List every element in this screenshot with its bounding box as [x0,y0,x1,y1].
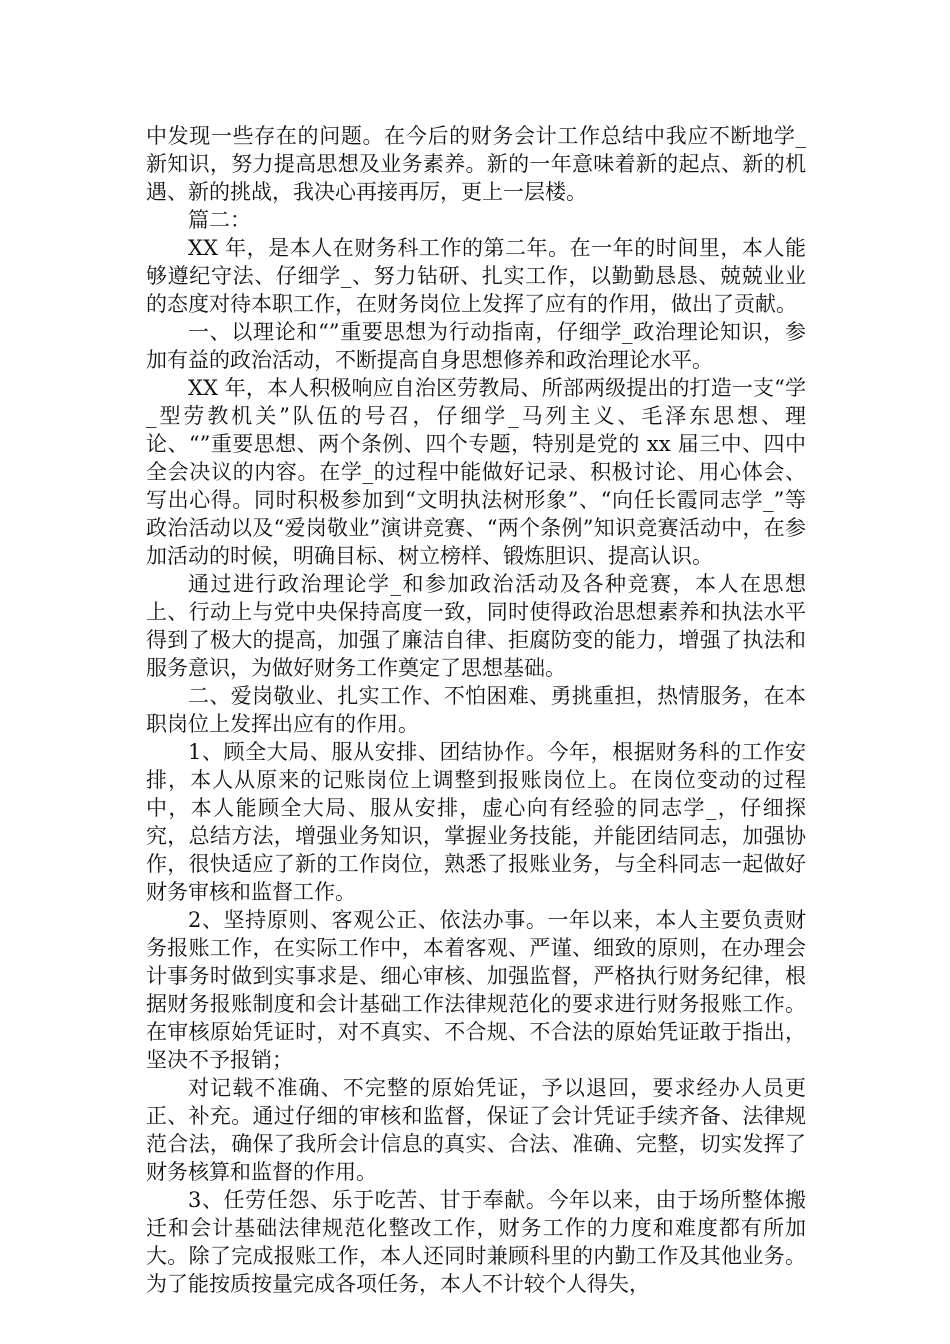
paragraph-study: XX 年，本人积极响应自治区劳教局、所部两级提出的打造一支“学_型劳教机关”队伍的号召，仔细学_马列主义、毛泽东思想、理论、“”重要思想、两个条例、四个专题，特别是党的 xx 届三中、四中全会决议的内容。在学_的过程中能做好记录、积极讨论、用心体会、写出心得。同时积极参加到“文明执法树形象”、“向任长霞同志学_”等政治活动以及“爱岗敬业”演讲竞赛、“两个条例”知识竞赛活动中，在参加活动的时候，明确目标、树立榜样、锻炼胆识、提高认识。 [146,376,806,568]
section-heading-one: 一、以理论和“”重要思想为行动指南，仔细学_政治理论知识，参加有益的政治活动，不断提高自身思想修养和政治理论水平。 [146,320,806,372]
paragraph-continuation: 中发现一些存在的问题。在今后的财务会计工作总结中我应不断地学_新知识，努力提高思想及业务素养。新的一年意味着新的起点、新的机遇、新的挑战，我决心再接再厉，更上一层楼。 [146,124,806,204]
paragraph-item-3: 3、任劳任怨、乐于吃苦、甘于奉献。今年以来，由于场所整体搬迁和会计基础法律规范化整改工作，财务工作的力度和难度都有所加大。除了完成报账工作，本人还同时兼顾科里的内勤工作及其他业务。为了能按质按量完成各项任务，本人不计较个人得失， [146,1188,806,1296]
document-body [146,122,806,1298]
section-heading-two: 二、爱岗敬业、扎实工作、不怕困难、勇挑重担，热情服务，在本职岗位上发挥出应有的作用。 [146,684,806,736]
paragraph-item-1: 1、顾全大局、服从安排、团结协作。今年，根据财务科的工作安排，本人从原来的记账岗位上调整到报账岗位上。在岗位变动的过程中，本人能顾全大局、服从安排，虚心向有经验的同志学_，仔细探究，总结方法，增强业务知识，掌握业务技能，并能团结同志，加强协作，很快适应了新的工作岗位，熟悉了报账业务，与全科同志一起做好财务审核和监督工作。 [146,740,806,904]
section-heading-part-two: 篇二： [188,208,251,232]
paragraph-intro: XX 年，是本人在财务科工作的第二年。在一年的时间里，本人能够遵纪守法、仔细学_、努力钻研、扎实工作，以勤勤恳恳、兢兢业业的态度对待本职工作，在财务岗位上发挥了应有的作用，做出了贡献。 [146,236,806,316]
paragraph-political-result: 通过进行政治理论学_和参加政治活动及各种竞赛，本人在思想上、行动上与党中央保持高度一致，同时使得政治思想素养和执法水平得到了极大的提高，加强了廉洁自律、拒腐防变的能力，增强了执法和服务意识，为做好财务工作奠定了思想基础。 [146,572,806,680]
paragraph-item-2: 2、坚持原则、客观公正、依法办事。一年以来，本人主要负责财务报账工作，在实际工作中，本着客观、严谨、细致的原则，在办理会计事务时做到实事求是、细心审核、加强监督，严格执行财务纪律，根据财务报账制度和会计基础工作法律规范化的要求进行财务报账工作。在审核原始凭证时，对不真实、不合规、不合法的原始凭证敢于指出，坚决不予报销； [146,908,806,1072]
paragraph-item-2-continued: 对记载不准确、不完整的原始凭证，予以退回，要求经办人员更正、补充。通过仔细的审核和监督，保证了会计凭证手续齐备、法律规范合法，确保了我所会计信息的真实、合法、准确、完整，切实发挥了财务核算和监督的作用。 [146,1076,806,1184]
